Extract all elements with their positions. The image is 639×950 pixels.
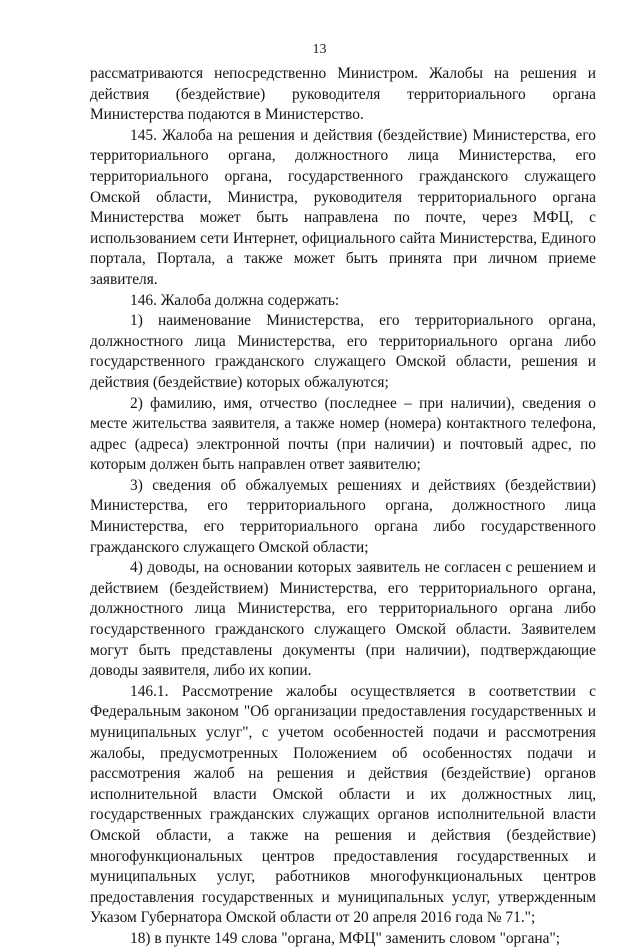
list-item-3: 3) сведения об обжалуемых решениях и действиях (бездействии) Министерства, его территориального органа, должностного лица Министерства, его территориального органа либо государственного гражданского служащего Омской области; (90, 476, 596, 556)
paragraph-146-1: 146.1. Рассмотрение жалобы осуществляется в соответствии с Федеральным законом "Об организации предоставления государственных и муниципальных услуг", с учетом особенностей подачи и рассмотрения жалобы, предусмотренных Положением об особенностях подачи и рассмотрения жалоб на решения и действия (бездействие) органов исполнительной власти Омской области и их должностных лиц, государственных гражданских служащих органов исполнительной власти Омской области, а также на решения и действия (бездействие) многофункциональных центров предоставления государственных и муниципальных услуг, работников многофункциональных центров предоставления государственных и муниципальных услуг, утвержденным Указом Губернатора Омской области от 20 апреля 2016 года № 71."; (90, 682, 596, 927)
document-body (90, 64, 596, 950)
list-item-4: 4) доводы, на основании которых заявитель не согласен с решением и действием (бездействием) Министерства, его территориального органа, должностного лица Министерства, его территориального органа либо государственного гражданского служащего Омской области. Заявителем могут быть представлены документы (при наличии), подтверждающие доводы заявителя, либо их копии. (90, 559, 596, 680)
paragraph-continuation: рассматриваются непосредственно Министром. Жалобы на решения и действия (бездействие) руководителя территориального органа Министерства подаются в Министерство. (90, 65, 596, 124)
paragraph-146: 146. Жалоба должна содержать: (130, 291, 340, 309)
page-number: 13 (312, 42, 327, 57)
list-item-1: 1) наименование Министерства, его территориального органа, должностного лица Министерства, его территориального органа либо государственного гражданского служащего Омской области, решения и действия (бездействие) которых обжалуются; (90, 312, 596, 391)
paragraph-item-18: 18) в пункте 149 слова "органа, МФЦ" заменить словом "органа"; (130, 929, 561, 947)
paragraph-145: 145. Жалоба на решения и действия (бездействие) Министерства, его территориального органа, должностного лица Министерства, его территориального органа, государственного гражданского служащего Омской области, Министра, руководителя территориального органа Министерства может быть направлена по почте, через МФЦ, с использованием сети Интернет, официального сайта Министерства, Единого портала, Портала, а также может быть принята при личном приеме заявителя. (90, 126, 596, 288)
list-item-2: 2) фамилию, имя, отчество (последнее – при наличии), сведения о месте жительства заявителя, а также номер (номера) контактного телефона, адрес (адреса) электронной почты (при наличии) и почтовый адрес, по которым должен быть направлен ответ заявителю; (90, 394, 596, 474)
